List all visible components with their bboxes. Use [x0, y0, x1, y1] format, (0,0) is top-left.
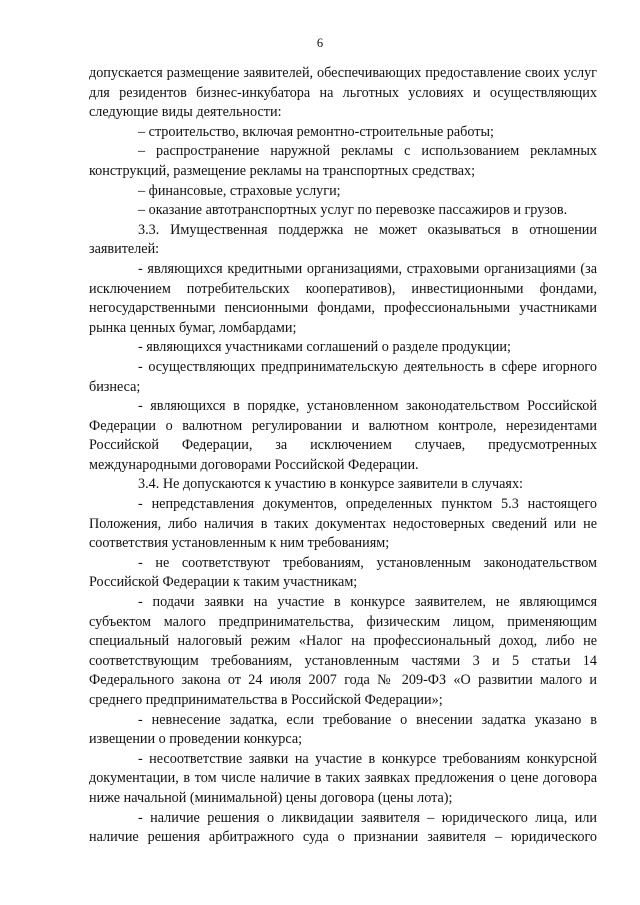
paragraph-continuation: допускается размещение заявителей, обеспечивающих предоставление своих услуг для резидентов бизнес-инкубатора на льготных условиях и осуществляющих следующие виды деятельности: — [89, 65, 597, 121]
page-number: 6 — [316, 36, 324, 50]
list-item-liquidation: - наличие решения о ликвидации заявителя – юридического лица, или наличие решения арбитражного суда о признании заявителя – юридического — [89, 809, 597, 846]
section-3-4: 3.4. Не допускаются к участию в конкурсе заявители в случаях: — [138, 476, 523, 493]
section-3-3: 3.3. Имущественная поддержка не может оказываться в отношении заявителей: — [89, 221, 597, 258]
document-body — [89, 64, 597, 848]
list-item-requirements: - не соответствуют требованиям, установленным законодательством Российской Федерации к таким участникам; — [89, 554, 597, 591]
list-item-deposit: - невнесение задатка, если требование о внесении задатка указано в извещении о проведении конкурса; — [89, 711, 597, 748]
list-item-transport: – оказание автотранспортных услуг по перевозке пассажиров и грузов. — [138, 202, 568, 219]
list-item-small-business: - подачи заявки на участие в конкурсе заявителем, не являющимся субъектом малого предпринимательства, физическим лицом, применяющим специальный налоговый режим «Налог на профессиональный доход, либо не соответствующим требованиям, установленным частями 3 и 5 статьи 14 Федерального закона от 24 июля 2007 года № 209-ФЗ «О развитии малого и среднего предпринимательства в Российской Федерации»; — [89, 594, 597, 708]
list-item-non-residents: - являющихся в порядке, установленном законодательством Российской Федерации о валютном регулировании и валютном контроле, нерезидентами Российской Федерации, за исключением случаев, предусмотренных международными договорами Российской Федерации. — [89, 398, 597, 473]
list-item-credit-organizations: - являющихся кредитными организациями, страховыми организациями (за исключением потребительских кооперативов), инвестиционными фондами, негосударственными пенсионными фондами, профессиональными участниками рынка ценных бумаг, ломбардами; — [89, 260, 597, 336]
list-item-construction: – строительство, включая ремонтно-строительные работы; — [138, 123, 494, 140]
list-item-finance: – финансовые, страховые услуги; — [138, 182, 341, 199]
list-item-production-sharing: - являющихся участниками соглашений о разделе продукции; — [138, 339, 511, 356]
list-item-gambling: - осуществляющих предпринимательскую деятельность в сфере игорного бизнеса; — [89, 358, 597, 395]
list-item-advertising: – распространение наружной рекламы с использованием рекламных конструкций, размещение рекламы на транспортных средствах; — [89, 143, 597, 179]
list-item-documents: - непредставления документов, определенных пунктом 5.3 настоящего Положения, либо наличия в таких документах недостоверных сведений или не соответствия установленным к ним требованиям; — [89, 496, 597, 552]
list-item-nonconformity: - несоответствие заявки на участие в конкурсе требованиям конкурсной документации, в том числе наличие в таких заявках предложения о цене договора ниже начальной (минимальной) цены договора (цены лота); — [89, 750, 597, 806]
